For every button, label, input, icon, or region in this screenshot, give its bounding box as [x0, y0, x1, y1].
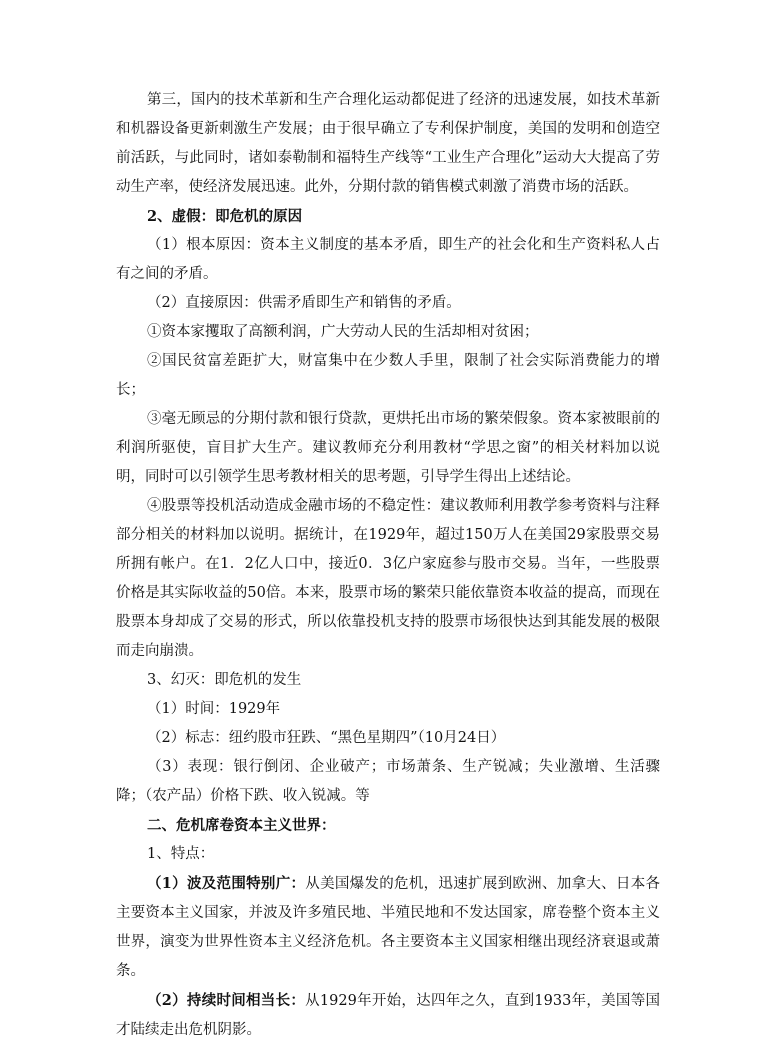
paragraph-time: （1）时间：1929年 [147, 701, 281, 717]
paragraph-cause-item-3: ③毫无顾忌的分期付款和银行贷款，更烘托出市场的繁荣假象。资本家被眼前的利润所驱使，盲目扩大生产。建议教师充分利用教材“学思之窗”的相关材料加以说明，同时可以引领学生思考教材相关的思考题，引导学生得出上述结论。 [116, 411, 660, 485]
paragraph-direct-cause: （2）直接原因：供需矛盾即生产和销售的矛盾。 [147, 295, 461, 311]
paragraph-manifestation: （3）表现：银行倒闭、企业破产；市场萧条、生产锐减；失业激增、生活骤降；（农产品）价格下跌、收入锐减。等 [116, 759, 660, 804]
heading-false-prosperity: 2、虚假：即危机的原因 [147, 208, 303, 225]
paragraph-features-label: 1、特点： [147, 846, 215, 862]
paragraph-third-reason: 第三，国内的技术革新和生产合理化运动都促进了经济的迅速发展，如技术革新和机器设备更新刺激生产发展；由于很早确立了专利保护制度，美国的发明和创造空前活跃，与此同时，诸如泰勒制和福特生产线等“工业生产合理化”运动大大提高了劳动生产率，使经济发展迅速。此外，分期付款的销售模式刺激了消费市场的活跃。 [116, 92, 660, 195]
paragraph-cause-item-1: ①资本家攫取了高额利润，广大劳动人民的生活却相对贫困； [147, 324, 539, 340]
paragraph-feature-1 [116, 869, 660, 986]
heading-disillusion: 3、幻灭：即危机的发生 [147, 672, 302, 688]
paragraph-root-cause: （1）根本原因：资本主义制度的基本矛盾，即生产的社会化和生产资料私人占有之间的矛盾。 [116, 237, 660, 282]
paragraph-cause-item-4: ④股票等投机活动造成金融市场的不稳定性：建议教师利用教学参考资料与注释部分相关的材料加以说明。据统计，在1929年，超过150万人在美国29家股票交易所拥有帐户。在1．2亿人口中，接近0．3亿户家庭参与股市交易。当年，一些股票价格是其实际收益的50倍。本来，股票市场的繁荣只能依靠资本收益的提高，而现在股票本身却成了交易的形式，所以依靠投机支持的股票市场很快达到其能发展的极限而走向崩溃。 [116, 498, 660, 659]
feature-2-label: （2）持续时间相当长： [147, 992, 306, 1009]
feature-1-text: 从美国爆发的危机，迅速扩展到欧洲、加拿大、日本各主要资本主义国家，并波及许多殖民地、半殖民地和不发达国家，席卷整个资本主义世界，演变为世界性资本主义经济危机。各主要资本主义国家相继出现经济衰退或萧条。 [116, 876, 660, 979]
paragraph-cause-item-2: ②国民贫富差距扩大，财富集中在少数人手里，限制了社会实际消费能力的增长； [116, 353, 660, 398]
paragraph-sign: （2）标志：纽约股市狂跌、“黑色星期四”（10月24日） [147, 730, 506, 746]
heading-section-two: 二、危机席卷资本主义世界： [147, 817, 336, 834]
feature-1-label: （1）波及范围特别广： [147, 875, 306, 892]
feature-2-text: 从1929年开始，达四年之久，直到1933年，美国等国才陆续走出危机阴影。 [116, 993, 660, 1038]
paragraph-feature-2 [116, 986, 660, 1045]
